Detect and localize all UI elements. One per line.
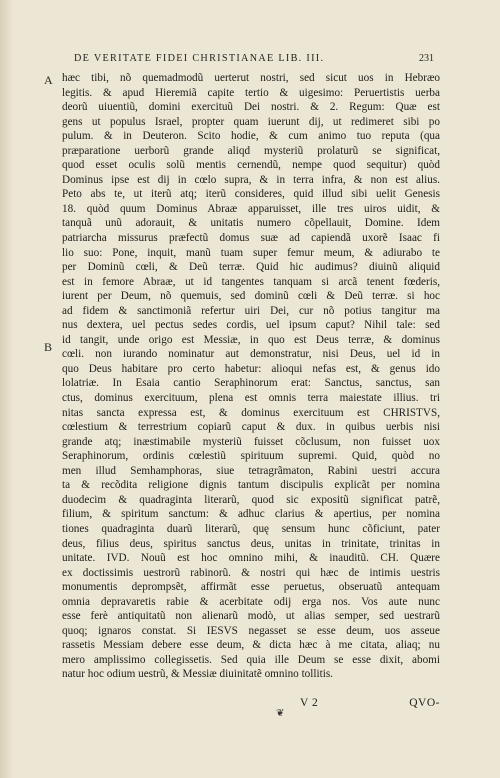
fleuron-ornament: ❦ bbox=[276, 708, 285, 719]
text-line: ad fidem & sanctimoniã refertur uiri Dei, cur nõ potius tangitur ma bbox=[62, 304, 440, 317]
text-line: quoq; ignaros constat. Si IESVS negasset se esse deum, uos asseue bbox=[62, 624, 440, 637]
signature-mark: V 2 bbox=[300, 697, 319, 709]
text-line: iurent per Deum, nõ quemuis, sed dominũ cœli & Deũ terræ. si hoc bbox=[62, 290, 440, 303]
text-line: unitate. IVD. Nouũ est hoc omnino mihi, & inauditũ. CH. Quære bbox=[62, 552, 440, 565]
catchword: QVO- bbox=[409, 697, 440, 709]
text-line: men illud Semhamphoras, siue tetragrãmaton, Rabini uestri accura bbox=[62, 464, 440, 477]
text-line: duodecim & quadraginta literarũ, quod sic expositũ significat patrẽ, bbox=[62, 493, 440, 506]
text-line: ex doctissimis uestrorũ rabinorũ. & nostri qui hæc de intimis uestris bbox=[62, 566, 440, 579]
text-line: legitis. & apud Hieremiã capite tertio & uigesimo: Peruertistis uerba bbox=[62, 86, 440, 99]
text-line: pulum. & in Deuteron. Scito hodie, & cum animo tuo reputa (qua bbox=[62, 130, 440, 143]
text-line: hæc tibi, nõ quemadmodũ uerterut nostri, sed sicut uos in Hebræo bbox=[62, 72, 440, 84]
text-line: mero amplissimo collegissetis. Sed quia ille Deum se esse dixit, abomi bbox=[62, 653, 440, 666]
text-line: filium, & spiritum sanctum: & adhuc clarius & apertius, per nomina bbox=[62, 508, 440, 521]
text-line: Peto abs te, ut iterũ atq; iterũ consideres, quid illud sibi uelit Genesis bbox=[62, 188, 440, 201]
text-line: grande atq; inæstimabile mysteriũ fuisset cõclusum, non fuisset uox bbox=[62, 435, 440, 448]
text-line: natur hoc odium uestrũ, & Messiæ diuinitatẽ omnino tollitis. bbox=[62, 668, 333, 681]
text-line: nus dextera, uel pectus sedes cordis, uel ipsum caput? Nihil tale: sed bbox=[62, 319, 440, 332]
text-line: omnia depravaretis rabie & acerbitate odij erga nos. Vos aute nunc bbox=[62, 595, 440, 608]
text-line: tanquã unũ adorauit, & unitatis numero cõpellauit, Domine. Idem bbox=[62, 217, 440, 230]
text-body bbox=[62, 71, 440, 682]
text-line: tiones quadraginta duarũ literarũ, quę sensum hunc cõficiunt, pater bbox=[62, 522, 440, 535]
text-line: patriarcha missurus præfectũ domus suæ ad capiendã uxorẽ Isaac fi bbox=[62, 232, 440, 245]
running-head bbox=[74, 53, 434, 64]
text-line: Seraphinorum, ordinis cœlestiũ spirituum supremi. Quid, quòd no bbox=[62, 450, 440, 463]
text-line: cœlestium & terrestrium copiarũ caput & dux. in quibus uerbis nisi bbox=[62, 421, 440, 434]
text-line: deus, filius deus, spiritus sanctus deus, unitas in trinitate, trinitas in bbox=[62, 537, 440, 550]
text-line: ctus, dominus exercituum, plena est omnis terra maiestate illius. tri bbox=[62, 392, 440, 405]
text-line: monumentis deprompsẽt, affirmãt esse peruetus, obseruatũ antequam bbox=[62, 581, 440, 594]
page-footer bbox=[300, 697, 440, 709]
text-line: quod esset oculis solũ mentis cernendũ, nempe quod sequitur) quòd bbox=[62, 159, 440, 172]
text-line: id tangit, unde origo est Messiæ, in quo est Deus terræ, & dominus bbox=[62, 333, 440, 346]
text-line: nitas sancta expressa est, & dominus exercituum est CHRISTVS, bbox=[62, 406, 440, 419]
text-line: lolatriæ. In Esaia cantio Seraphinorum erat: Sanctus, sanctus, san bbox=[62, 377, 440, 390]
text-line: lio suo: Pone, inquit, manũ tuam super femur meum, & adiurabo te bbox=[62, 246, 440, 259]
text-line: quo Deus habitare pro certo habetur: alioqui nefas est, & genus ido bbox=[62, 362, 440, 375]
text-line: Dominus ipse est dij in cœlo supra, & in terra infra, & non est alius. bbox=[62, 173, 440, 186]
text-line: deorũ uiuentiũ, domini exercituũ Dei nostri. & 2. Regum: Quæ est bbox=[62, 101, 440, 114]
text-line: ta & recõdita religione dignis tantum discipulis explicãt per nomina bbox=[62, 479, 440, 492]
margin-letter-a: A bbox=[44, 73, 53, 87]
text-line: præparatione uerborũ grande aliqd mysteriũ prolaturũ se significat, bbox=[62, 144, 440, 157]
text-line: esse ferè antiquitatũ non alienarũ modò, ut alias semper, sed uestrarũ bbox=[62, 610, 440, 623]
text-line: gens ut populus Israel, propter quam iuerunt dij, ut redimeret sibi po bbox=[62, 115, 440, 128]
folio-number: 231 bbox=[419, 53, 434, 64]
gutter-shadow bbox=[0, 0, 14, 778]
margin-letter-b: B bbox=[44, 340, 53, 354]
text-line: per Dominũ cœli, & Deũ terræ. Quid hic audimus? diuinũ aliquid bbox=[62, 261, 440, 274]
text-line: rassetis Messiam debere esse deum, & dicta hæc à me citata, aliaq; nu bbox=[62, 639, 440, 652]
text-line: 18. quòd quum Dominus Abraæ apparuisset, ille tres uiros uidit, & bbox=[62, 202, 440, 215]
text-line: est in femore Abraæ, ut id tangentes tanquam si arcã tenent fœderis, bbox=[62, 275, 440, 288]
text-line: cœli. non iurando nominatur aut demonstratur, nisi Deus, uel id in bbox=[62, 348, 440, 361]
running-title: DE VERITATE FIDEI CHRISTIANAE LIB. III. bbox=[74, 53, 325, 64]
